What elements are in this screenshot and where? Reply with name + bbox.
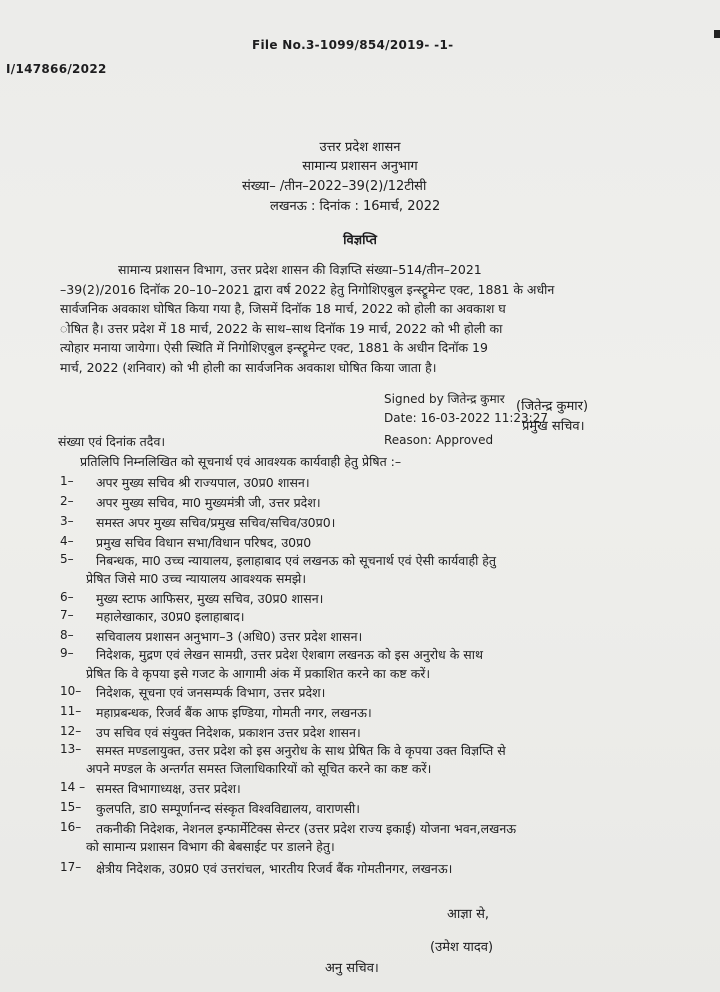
recipient-line: महालेखाकार, उ0प्र0 इलाहाबाद। xyxy=(96,609,245,624)
header-date: लखनऊ : दिनांक : 16मार्च, 2022 xyxy=(270,199,441,214)
recipient-number: 6– xyxy=(60,590,74,604)
recipient-line: महाप्रबन्धक, रिजर्व बैंक आफ इण्डिया, गोमती नगर, लखनऊ। xyxy=(96,705,372,720)
document-title: विज्ञप्ति xyxy=(343,233,377,248)
recipient-number: 16– xyxy=(60,820,82,834)
recipient-number: 14 – xyxy=(60,780,86,794)
recipient-line: प्रेषित कि वे कृपया इसे गजट के आगामी अंक में प्रकाशित करने का कष्ट करें। xyxy=(86,666,431,681)
recipient-line: कुलपति, डा0 सम्पूर्णानन्द संस्कृत विश्वविद्यालय, वाराणसी। xyxy=(96,801,360,816)
recipient-line: समस्त मण्डलायुक्त, उत्तर प्रदेश को इस अनुरोध के साथ प्रेषित कि वे कृपया उक्त विज्ञप्ति से xyxy=(96,743,506,758)
recipient-line: समस्त विभागाध्यक्ष, उत्तर प्रदेश। xyxy=(96,781,241,796)
signed-by: Signed by जितेन्द्र कुमार xyxy=(384,392,505,406)
signed-date: Date: 16-03-2022 11:23:27 xyxy=(384,411,548,425)
header-government: उत्तर प्रदेश शासन xyxy=(319,140,401,155)
recipient-number: 10– xyxy=(60,684,82,698)
recipient-line: मुख्य स्टाफ आफिसर, मुख्य सचिव, उ0प्र0 शासन। xyxy=(96,591,324,606)
recipient-number: 9– xyxy=(60,646,74,660)
recipient-number: 12– xyxy=(60,724,82,738)
recipient-line: को सामान्य प्रशासन विभाग की बेबसाईट पर डालने हेतु। xyxy=(86,839,335,854)
recipient-number: 4– xyxy=(60,534,74,548)
body-line: त्योहार मनाया जायेगा। ऐसी स्थिति में निगोशिएबुल इन्स्ट्रूमेन्ट एक्ट, 1881 के अधीन दिनॉक 19 xyxy=(60,340,488,355)
signatory-designation: प्रमुख सचिव। xyxy=(522,419,585,434)
recipient-line: प्रेषित जिसे मा0 उच्च न्यायालय आवश्यक समझे। xyxy=(86,571,307,586)
recipient-number: 5– xyxy=(60,552,74,566)
body-line: सामान्य प्रशासन विभाग, उत्तर प्रदेश शासन की विज्ञप्ति संख्या–514/तीन–2021 xyxy=(118,262,482,277)
recipient-number: 3– xyxy=(60,514,74,528)
reference-number: I/147866/2022 xyxy=(6,62,107,76)
file-number: File No.3-1099/854/2019- -1- xyxy=(252,38,454,52)
recipient-line: प्रमुख सचिव विधान सभा/विधान परिषद, उ0प्र0 xyxy=(96,535,312,550)
recipient-line: अपर मुख्य सचिव, मा0 मुख्यमंत्री जी, उत्तर प्रदेश। xyxy=(96,495,321,510)
reference-line: संख्या एवं दिनांक तदैव। xyxy=(58,434,166,449)
header-department: सामान्य प्रशासन अनुभाग xyxy=(302,159,418,174)
recipient-line: अपर मुख्य सचिव श्री राज्यपाल, उ0प्र0 शासन। xyxy=(96,475,310,490)
copy-intro: प्रतिलिपि निम्नलिखित को सूचनार्थ एवं आवश्यक कार्यवाही हेतु प्रेषित :– xyxy=(80,454,402,469)
recipient-number: 2– xyxy=(60,494,74,508)
recipient-number: 1– xyxy=(60,474,74,488)
page-edge-mark xyxy=(714,30,720,38)
recipient-line: निदेशक, सूचना एवं जनसम्पर्क विभाग, उत्तर प्रदेश। xyxy=(96,685,326,700)
body-line: सार्वजनिक अवकाश घोषित किया गया है, जिसमें दिनॉक 18 मार्च, 2022 को होली का अवकाश घ xyxy=(60,301,506,316)
body-line: –39(2)/2016 दिनॉक 20–10–2021 द्वारा वर्ष 2022 हेतु निगोशिएबुल इन्स्ट्रूमेन्ट एक्ट, 1881 के अधीन xyxy=(60,281,555,297)
recipient-line: निदेशक, मुद्रण एवं लेखन सामग्री, उत्तर प्रदेश ऐशबाग लखनऊ को इस अनुरोध के साथ xyxy=(96,647,483,662)
recipient-number: 11– xyxy=(60,704,82,718)
signatory-name: (जितेन्द्र कुमार) xyxy=(516,399,589,414)
recipient-line: समस्त अपर मुख्य सचिव/प्रमुख सचिव/सचिव/उ0प्र0। xyxy=(96,515,336,530)
closing-designation: अनु सचिव। xyxy=(325,961,379,976)
recipient-number: 13– xyxy=(60,742,82,756)
recipient-number: 17– xyxy=(60,860,82,874)
recipient-number: 15– xyxy=(60,800,82,814)
notification-body xyxy=(60,260,660,377)
recipient-number: 8– xyxy=(60,628,74,642)
body-line: मार्च, 2022 (शनिवार) को भी होली का सार्वजनिक अवकाश घोषित किया जाता है। xyxy=(60,359,437,375)
recipient-line: निबन्धक, मा0 उच्च न्यायालय, इलाहाबाद एवं लखनऊ को सूचनार्थ एवं ऐसी कार्यवाही हेतु xyxy=(96,553,497,568)
recipient-line: क्षेत्रीय निदेशक, उ0प्र0 एवं उत्तरांचल, भारतीय रिजर्व बैंक गोमतीनगर, लखनऊ। xyxy=(96,861,453,876)
recipient-line: तकनीकी निदेशक, नेशनल इन्फार्मेटिक्स सेन्टर (उत्तर प्रदेश राज्य इकाई) योजना भवन,लखनऊ xyxy=(96,821,517,836)
closing-name: (उमेश यादव) xyxy=(430,940,494,955)
recipient-line: सचिवालय प्रशासन अनुभाग–3 (अधि0) उत्तर प्रदेश शासन। xyxy=(96,629,363,644)
recipient-line: अपने मण्डल के अन्तर्गत समस्त जिलाधिकारियों को सूचित करने का कष्ट करें। xyxy=(86,761,432,776)
signed-reason: Reason: Approved xyxy=(384,433,494,447)
body-line: ोषित है। उत्तर प्रदेश में 18 मार्च, 2022 के साथ–साथ दिनॉक 19 मार्च, 2022 को भी होली का xyxy=(60,320,503,336)
header-number: संख्या– /तीन–2022–39(2)/12टीसी xyxy=(242,179,427,194)
by-order: आज्ञा से, xyxy=(447,907,490,922)
recipient-line: उप सचिव एवं संयुक्त निदेशक, प्रकाशन उत्तर प्रदेश शासन। xyxy=(96,725,361,740)
recipient-number: 7– xyxy=(60,608,74,622)
